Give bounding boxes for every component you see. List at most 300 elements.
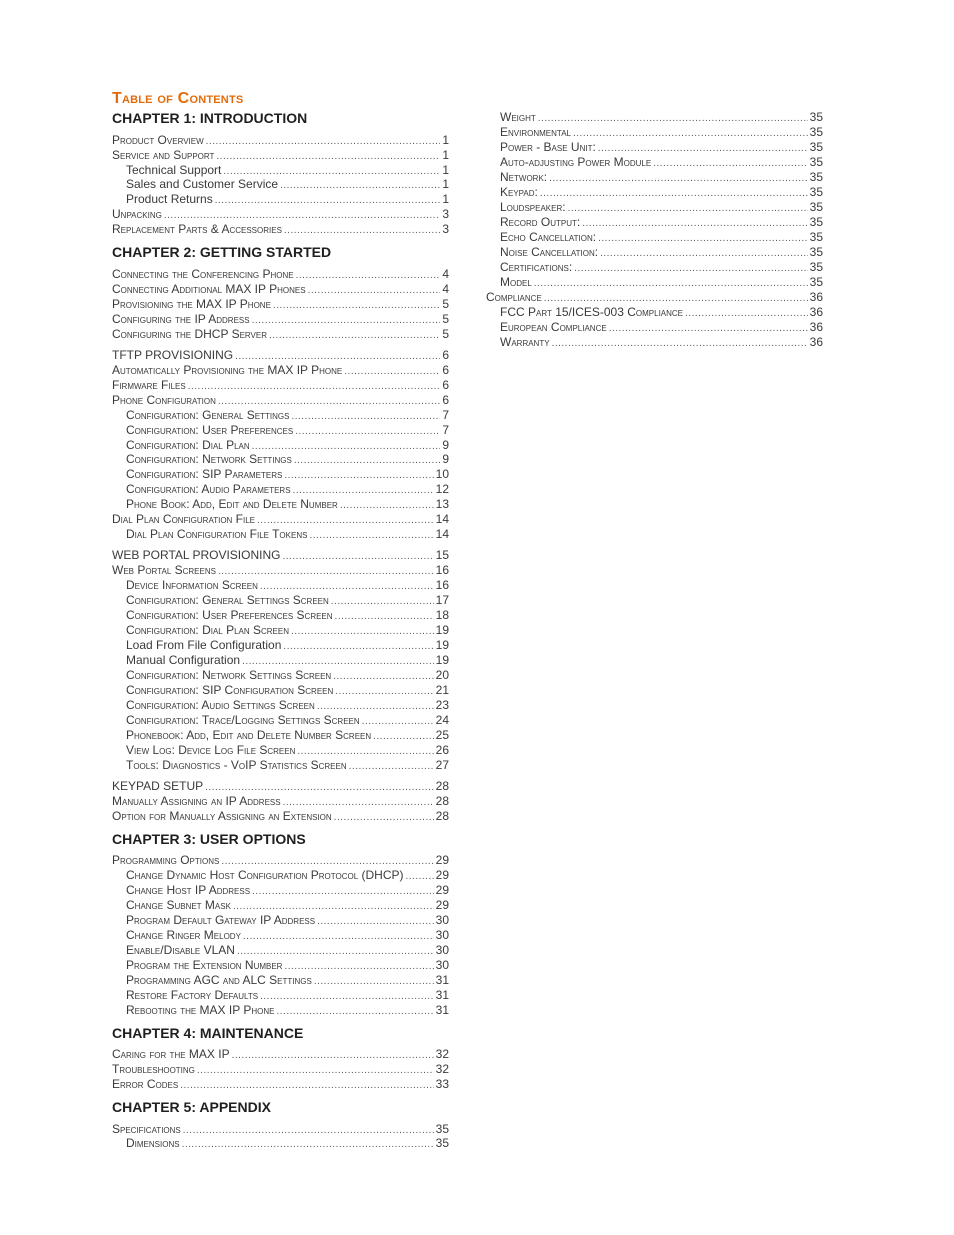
toc-entry-page: 14 — [435, 512, 449, 526]
toc-entry-title: Provisioning the MAX IP Phone — [112, 297, 271, 311]
toc-entry[interactable] — [126, 728, 449, 743]
toc-entry[interactable] — [126, 608, 449, 623]
toc-entry[interactable] — [126, 163, 449, 178]
toc-entry-title: Loudspeaker: — [500, 200, 566, 214]
toc-entry-page: 6 — [442, 348, 449, 362]
dot-leader — [221, 854, 433, 869]
dot-leader — [544, 291, 808, 306]
dot-leader — [317, 699, 434, 714]
toc-entry-page: 28 — [435, 779, 449, 793]
toc-entry-title: Sales and Customer Service — [126, 177, 279, 191]
toc-entry-page: 35 — [809, 140, 823, 154]
toc-entry[interactable] — [126, 527, 449, 542]
toc-entry-title: Specifications — [112, 1122, 181, 1136]
toc-entry-page: 25 — [435, 728, 449, 742]
toc-entry-page: 4 — [442, 282, 449, 296]
toc-entry-title: Auto-adjusting Power Module — [500, 155, 652, 169]
toc-entry-title: TFTP PROVISIONING — [112, 348, 234, 362]
toc-entry-title: Configuration: Dial Plan Screen — [126, 623, 289, 637]
toc-entry-page: 30 — [435, 928, 449, 942]
dot-leader — [269, 328, 440, 343]
toc-entry-page: 35 — [809, 275, 823, 289]
chapter-heading: CHAPTER 1: INTRODUCTION — [112, 110, 308, 126]
dot-leader — [294, 453, 440, 468]
dot-leader — [284, 468, 433, 483]
toc-entry[interactable] — [126, 713, 449, 728]
toc-entry-page: 5 — [442, 327, 449, 341]
toc-entry-page: 16 — [435, 563, 449, 577]
toc-entry-page: 1 — [442, 133, 449, 147]
toc-entry-title: Phone Configuration — [112, 393, 216, 407]
toc-entry[interactable] — [126, 467, 449, 482]
toc-entry[interactable] — [126, 743, 449, 758]
toc-entry-page: 29 — [435, 898, 449, 912]
toc-entry-page: 3 — [442, 222, 449, 236]
toc-entry-title: Configuration: Network Settings — [126, 452, 292, 466]
toc-entry-page: 1 — [442, 192, 449, 206]
toc-entry-title: Configuration: Audio Parameters — [126, 482, 291, 496]
toc-entry-title: Tools: Diagnostics - VoIP Statistics Screen — [126, 758, 347, 772]
toc-entry-title: European Compliance — [500, 320, 607, 334]
toc-entry-title: Caring for the MAX IP — [112, 1047, 230, 1061]
toc-entry-title: Configuration: General Settings Screen — [126, 593, 329, 607]
toc-entry[interactable] — [112, 512, 449, 527]
toc-entry-title: WEB PORTAL PROVISIONING — [112, 548, 281, 562]
toc-entry[interactable] — [112, 1047, 449, 1062]
toc-entry[interactable] — [126, 408, 449, 423]
toc-entry-page: 28 — [435, 809, 449, 823]
toc-entry[interactable] — [126, 623, 449, 638]
toc-entry-title: Service and Support — [112, 148, 215, 162]
dot-leader — [309, 528, 433, 543]
dot-leader — [182, 1137, 434, 1152]
toc-entry-title: Change Subnet Mask — [126, 898, 231, 912]
toc-entry-title: Programming Options — [112, 853, 220, 867]
dot-leader — [685, 306, 808, 321]
dot-leader — [218, 394, 440, 409]
toc-entry-title: Phonebook: Add, Edit and Delete Number Screen — [126, 728, 372, 742]
toc-entry-title: Configuration: SIP Parameters — [126, 467, 283, 481]
toc-entry-page: 21 — [435, 683, 449, 697]
dot-leader — [243, 929, 434, 944]
toc-entry-page: 30 — [435, 958, 449, 972]
toc-entry-page: 20 — [435, 668, 449, 682]
toc-entry-page: 35 — [809, 170, 823, 184]
toc-entry[interactable] — [500, 170, 823, 185]
toc-entry-page: 33 — [435, 1077, 449, 1091]
toc-entry[interactable] — [126, 1136, 449, 1151]
toc-entry-page: 32 — [435, 1062, 449, 1076]
dot-leader — [334, 810, 434, 825]
toc-entry-title: Model — [500, 275, 532, 289]
toc-entry-title: Record Output: — [500, 215, 581, 229]
toc-entry-page: 6 — [442, 393, 449, 407]
chapter-heading: CHAPTER 3: USER OPTIONS — [112, 831, 306, 847]
toc-entry[interactable] — [112, 779, 449, 794]
toc-entry-title: Weight — [500, 110, 536, 124]
toc-entry-title: Environmental — [500, 125, 571, 139]
toc-entry-page: 3 — [442, 207, 449, 221]
dot-leader — [600, 246, 808, 261]
dot-leader — [349, 759, 434, 774]
toc-entry-title: Program Default Gateway IP Address — [126, 913, 316, 927]
toc-entry-title: Enable/Disable VLAN — [126, 943, 235, 957]
toc-entry-title: Manually Assigning an IP Address — [112, 794, 281, 808]
toc-entry-page: 15 — [435, 548, 449, 562]
dot-leader — [215, 193, 441, 208]
toc-entry-page: 31 — [435, 988, 449, 1002]
dot-leader — [362, 714, 434, 729]
dot-leader — [197, 1063, 434, 1078]
dot-leader — [297, 744, 433, 759]
dot-leader — [653, 156, 807, 171]
toc-entry[interactable] — [126, 423, 449, 438]
toc-entry[interactable] — [126, 943, 449, 958]
toc-entry[interactable] — [500, 110, 823, 125]
dot-leader — [340, 498, 434, 513]
dot-leader — [573, 126, 808, 141]
toc-entry-title: Option for Manually Assigning an Extension — [112, 809, 332, 823]
toc-entry[interactable] — [112, 1122, 449, 1137]
toc-entry-page: 12 — [435, 482, 449, 496]
toc-entry-page: 31 — [435, 973, 449, 987]
toc-entry-page: 35 — [809, 215, 823, 229]
toc-entry[interactable] — [126, 1003, 449, 1018]
toc-entry-title: Product Returns — [126, 192, 213, 206]
toc-entry[interactable] — [126, 958, 449, 973]
dot-leader — [257, 513, 434, 528]
toc-entry[interactable] — [500, 215, 823, 230]
toc-entry-page: 35 — [809, 185, 823, 199]
dot-leader — [218, 564, 434, 579]
toc-entry[interactable] — [500, 155, 823, 170]
toc-entry-page: 35 — [809, 260, 823, 274]
toc-entry-title: Configuring the IP Address — [112, 312, 250, 326]
toc-entry[interactable] — [126, 988, 449, 1003]
toc-entry[interactable] — [112, 222, 449, 237]
toc-entry-title: Web Portal Screens — [112, 563, 216, 577]
toc-entry[interactable] — [486, 290, 823, 305]
toc-entry[interactable] — [112, 563, 449, 578]
dot-leader — [335, 609, 434, 624]
toc-entry-title: KEYPAD SETUP — [112, 779, 204, 793]
toc-entry-page: 17 — [435, 593, 449, 607]
toc-entry-page: 7 — [442, 423, 449, 437]
toc-entry-title: Configuration: Trace/Logging Settings Screen — [126, 713, 360, 727]
toc-entry[interactable] — [112, 207, 449, 222]
dot-leader — [284, 223, 440, 238]
toc-entry-page: 35 — [435, 1136, 449, 1150]
toc-entry[interactable] — [126, 758, 449, 773]
toc-entry-title: Firmware Files — [112, 378, 186, 392]
toc-entry-title: Device Information Screen — [126, 578, 258, 592]
toc-entry[interactable] — [112, 1077, 449, 1092]
toc-entry[interactable] — [126, 593, 449, 608]
dot-leader — [582, 216, 807, 231]
toc-entry-title: Warranty — [500, 335, 550, 349]
toc-entry-page: 4 — [442, 267, 449, 281]
toc-entry-title: Automatically Provisioning the MAX IP Phone — [112, 363, 343, 377]
toc-entry[interactable] — [500, 245, 823, 260]
dot-leader — [180, 1078, 433, 1093]
toc-entry-page: 27 — [435, 758, 449, 772]
dot-leader — [242, 654, 434, 669]
toc-entry-title: Connecting Additional MAX IP Phones — [112, 282, 306, 296]
toc-entry[interactable] — [126, 177, 449, 192]
dot-leader — [293, 483, 434, 498]
toc-entry[interactable] — [500, 335, 823, 350]
dot-leader — [609, 321, 808, 336]
dot-leader — [598, 231, 808, 246]
toc-entry-page: 29 — [435, 883, 449, 897]
toc-entry-title: Restore Factory Defaults — [126, 988, 259, 1002]
toc-entry-page: 36 — [809, 335, 823, 349]
toc-entry-title: Noise Cancellation: — [500, 245, 599, 259]
toc-entry-page: 1 — [442, 148, 449, 162]
dot-leader — [232, 1048, 434, 1063]
toc-entry-title: Dimensions — [126, 1136, 180, 1150]
dot-leader — [276, 1004, 433, 1019]
toc-entry-page: 36 — [809, 290, 823, 304]
toc-entry-title: Replacement Parts & Accessories — [112, 222, 282, 236]
toc-entry[interactable] — [126, 668, 449, 683]
toc-entry[interactable] — [112, 1062, 449, 1077]
toc-entry[interactable] — [112, 148, 449, 163]
toc-entry-page: 32 — [435, 1047, 449, 1061]
toc-entry[interactable] — [126, 913, 449, 928]
dot-leader — [260, 989, 434, 1004]
dot-leader — [205, 780, 434, 795]
toc-entry-page: 30 — [435, 913, 449, 927]
dot-leader — [534, 276, 808, 291]
toc-entry-page: 1 — [442, 177, 449, 191]
toc-entry[interactable] — [112, 297, 449, 312]
toc-entry-page: 7 — [442, 408, 449, 422]
toc-entry-page: 10 — [435, 467, 449, 481]
toc-entry-title: Change Dynamic Host Configuration Protocol (DHCP) — [126, 868, 404, 882]
toc-entry[interactable] — [126, 497, 449, 512]
toc-entry-title: Dial Plan Configuration File — [112, 512, 255, 526]
toc-entry-title: Unpacking — [112, 207, 162, 221]
toc-entry-title: Configuration: SIP Configuration Screen — [126, 683, 334, 697]
toc-entry-title: Dial Plan Configuration File Tokens — [126, 527, 308, 541]
toc-entry[interactable] — [126, 898, 449, 913]
toc-entry[interactable] — [126, 192, 449, 207]
dot-leader — [333, 669, 433, 684]
dot-leader — [335, 684, 433, 699]
dot-leader — [233, 899, 434, 914]
toc-entry-page: 5 — [442, 312, 449, 326]
toc-entry[interactable] — [112, 853, 449, 868]
toc-entry-page: 19 — [435, 653, 449, 667]
toc-entry[interactable] — [126, 452, 449, 467]
toc-entry-title: Configuration: Audio Settings Screen — [126, 698, 315, 712]
toc-entry-title: Rebooting the MAX IP Phone — [126, 1003, 275, 1017]
dot-leader — [574, 261, 807, 276]
dot-leader — [549, 171, 808, 186]
chapter-heading: CHAPTER 5: APPENDIX — [112, 1099, 271, 1115]
toc-entry-page: 29 — [435, 853, 449, 867]
toc-entry-page: 19 — [435, 623, 449, 637]
toc-entry[interactable] — [126, 868, 449, 883]
toc-entry-page: 35 — [435, 1122, 449, 1136]
toc-entry[interactable] — [112, 348, 449, 363]
toc-entry-page: 35 — [809, 245, 823, 259]
dot-leader — [206, 134, 441, 149]
dot-leader — [216, 149, 440, 164]
toc-entry-page: 26 — [435, 743, 449, 757]
toc-entry-page: 36 — [809, 305, 823, 319]
toc-entry-title: Product Overview — [112, 133, 204, 147]
toc-entry-page: 6 — [442, 378, 449, 392]
toc-entry[interactable] — [126, 638, 449, 653]
toc-entry-title: Programming AGC and ALC Settings — [126, 973, 312, 987]
toc-entry-page: 9 — [442, 438, 449, 452]
toc-entry-page: 36 — [809, 320, 823, 334]
toc-entry-page: 19 — [435, 638, 449, 652]
toc-entry-title: Configuration: Dial Plan — [126, 438, 250, 452]
toc-entry-page: 35 — [809, 230, 823, 244]
toc-entry-title: Keypad: — [500, 185, 538, 199]
dot-leader — [252, 884, 434, 899]
toc-entry-page: 31 — [435, 1003, 449, 1017]
chapter-heading: CHAPTER 4: MAINTENANCE — [112, 1025, 304, 1041]
toc-entry-page: 5 — [442, 297, 449, 311]
chapter-heading: CHAPTER 2: GETTING STARTED — [112, 244, 332, 260]
toc-entry[interactable] — [126, 698, 449, 713]
toc-entry-page: 24 — [435, 713, 449, 727]
toc-entry-title: Error Codes — [112, 1077, 179, 1091]
toc-entry[interactable] — [112, 378, 449, 393]
toc-entry-page: 35 — [809, 200, 823, 214]
toc-entry[interactable] — [500, 200, 823, 215]
toc-entry-page: 13 — [435, 497, 449, 511]
toc-entry[interactable] — [112, 794, 449, 809]
toc-entry-title: Configuration: General Settings — [126, 408, 290, 422]
toc-entry-page: 6 — [442, 363, 449, 377]
dot-leader — [317, 914, 434, 929]
dot-leader — [235, 349, 440, 364]
dot-leader — [314, 974, 434, 989]
toc-entry[interactable] — [112, 267, 449, 282]
dot-leader — [280, 178, 440, 193]
toc-entry[interactable] — [126, 438, 449, 453]
toc-entry[interactable] — [126, 653, 449, 668]
toc-entry[interactable] — [112, 312, 449, 327]
toc-entry-page: 29 — [435, 868, 449, 882]
dot-leader — [540, 186, 808, 201]
toc-entry[interactable] — [500, 125, 823, 140]
toc-entry-page: 14 — [435, 527, 449, 541]
dot-leader — [260, 579, 434, 594]
toc-entry[interactable] — [126, 883, 449, 898]
toc-entry[interactable] — [500, 275, 823, 290]
dot-leader — [295, 424, 440, 439]
dot-leader — [568, 201, 808, 216]
toc-entry[interactable] — [112, 282, 449, 297]
toc-title: Table of Contents — [112, 90, 244, 107]
dot-leader — [283, 639, 433, 654]
toc-entry[interactable] — [500, 320, 823, 335]
dot-leader — [344, 364, 440, 379]
toc-entry[interactable] — [112, 393, 449, 408]
toc-entry[interactable] — [500, 185, 823, 200]
dot-leader — [252, 313, 441, 328]
toc-entry-page: 9 — [442, 452, 449, 466]
toc-entry-page: 28 — [435, 794, 449, 808]
toc-entry-page: 30 — [435, 943, 449, 957]
dot-leader — [538, 111, 808, 126]
dot-leader — [331, 594, 434, 609]
dot-leader — [598, 141, 808, 156]
dot-leader — [406, 869, 434, 884]
toc-entry-title: Configuration: Network Settings Screen — [126, 668, 332, 682]
toc-entry-page: 23 — [435, 698, 449, 712]
dot-leader — [296, 268, 441, 283]
toc-entry[interactable] — [126, 578, 449, 593]
dot-leader — [291, 624, 434, 639]
toc-entry[interactable] — [126, 973, 449, 988]
dot-leader — [164, 208, 440, 223]
dot-leader — [373, 729, 433, 744]
dot-leader — [284, 959, 433, 974]
toc-entry-title: Troubleshooting — [112, 1062, 195, 1076]
toc-entry-title: Echo Cancellation: — [500, 230, 597, 244]
dot-leader — [273, 298, 440, 313]
dot-leader — [237, 944, 434, 959]
toc-entry[interactable] — [126, 482, 449, 497]
toc-entry-title: Power - Base Unit: — [500, 140, 596, 154]
toc-entry-page: 35 — [809, 125, 823, 139]
toc-entry-title: Manual Configuration — [126, 653, 241, 667]
dot-leader — [283, 795, 434, 810]
toc-entry-title: Certifications: — [500, 260, 573, 274]
toc-entry[interactable] — [112, 363, 449, 378]
toc-entry-title: Network: — [500, 170, 548, 184]
toc-entry-title: Configuration: User Preferences Screen — [126, 608, 333, 622]
toc-entry-title: Change Host IP Address — [126, 883, 251, 897]
toc-entry[interactable] — [500, 305, 823, 320]
toc-entry[interactable] — [112, 133, 449, 148]
dot-leader — [282, 549, 433, 564]
toc-entry-title: FCC Part 15/ICES-003 Compliance — [500, 305, 684, 319]
toc-entry-page: 18 — [435, 608, 449, 622]
toc-entry-page: 35 — [809, 110, 823, 124]
toc-entry-title: Change Ringer Melody — [126, 928, 241, 942]
toc-entry-title: Load From File Configuration — [126, 638, 282, 652]
toc-entry-page: 16 — [435, 578, 449, 592]
toc-entry-page: 35 — [809, 155, 823, 169]
toc-entry-title: Phone Book: Add, Edit and Delete Number — [126, 497, 338, 511]
toc-entry-title: Program the Extension Number — [126, 958, 283, 972]
dot-leader — [552, 336, 808, 351]
toc-entry[interactable] — [126, 928, 449, 943]
toc-entry-page: 1 — [442, 163, 449, 177]
toc-entry[interactable] — [112, 548, 449, 563]
dot-leader — [308, 283, 441, 298]
toc-entry-title: Configuring the DHCP Server — [112, 327, 267, 341]
toc-entry-title: Compliance — [486, 290, 542, 304]
toc-entry[interactable] — [112, 327, 449, 342]
toc-entry[interactable] — [500, 230, 823, 245]
toc-entry[interactable] — [112, 809, 449, 824]
toc-entry-title: Configuration: User Preferences — [126, 423, 294, 437]
toc-entry[interactable] — [126, 683, 449, 698]
toc-entry[interactable] — [500, 140, 823, 155]
toc-entry[interactable] — [500, 260, 823, 275]
toc-entry-title: Technical Support — [126, 163, 222, 177]
dot-leader — [188, 379, 441, 394]
